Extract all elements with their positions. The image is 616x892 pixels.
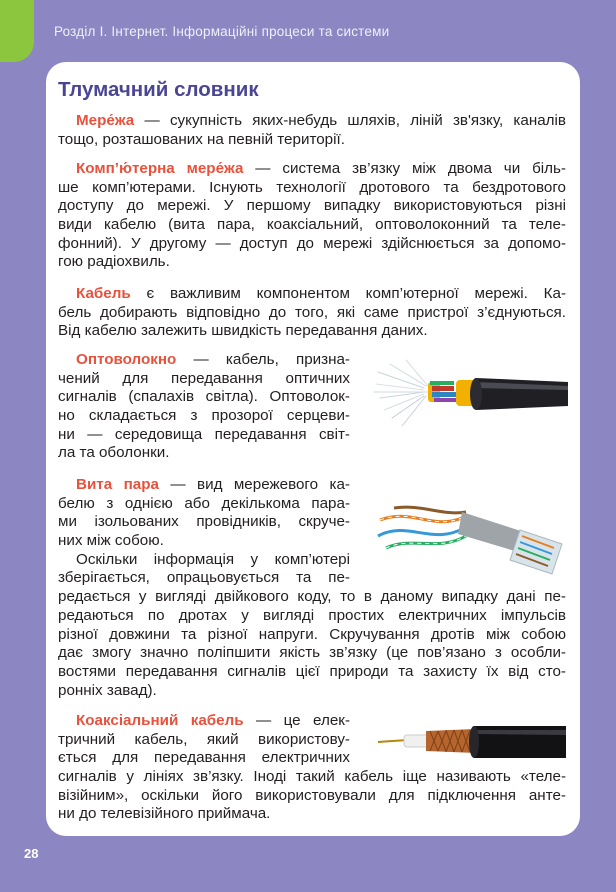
fiber-optic-cable-image [372, 352, 572, 440]
term-cable: Кабель [76, 285, 131, 302]
term-coaxial: Коаксіальний кабель [76, 712, 244, 729]
term-network: Мере́жа [76, 112, 135, 129]
entry-network: Мере́жа — сукупність яких-небудь шляхів, ліній зв'язку, каналів тощо, розташованих на певній території. [58, 112, 566, 148]
entry-cable: Кабель є важливим компонентом комп’ютерної мережі. Ка- бель добирають відповідно до того, які саме пристрої з’єднуються. Від кабелю залежить швидкість передавання даних. [58, 285, 566, 340]
entry-fiber: Оптоволокно — кабель, призна- чений для передавання оптичних сигналів (спалахів світла). Оптоволок- но складається з прозорої серцеви- ни — середовища передавання світ- ла та оболонки. [58, 351, 350, 462]
term-computer-network: Комп’ю́терна мере́жа [76, 160, 244, 177]
term-twisted-pair: Вита пара [76, 476, 159, 493]
chapter-header: Розділ І. Інтернет. Інформаційні процеси та системи [54, 24, 390, 39]
page-number: 28 [24, 846, 39, 861]
coaxial-cable-image [378, 720, 566, 764]
term-fiber: Оптоволокно [76, 351, 177, 368]
entry-twisted-pair: Вита пара — вид мережевого ка- белю з однією або декількома пара- ми ізольованих провідників, скруче- них між собою. Оскільки інформація у комп’ютері зберігається, опрацьовується та пе- редається у вигляді двійкового коду, то в даному випадку дані пе- редаються по дротах у вигляді простих електричних імпульсів різної довжини та різної напруги. Скручування дротів між собою дає змогу значно поліпшити якість зв’язку (це пов’язано з особли- востями передавання сигналів цієї природи та захисту їх від сто- ронніх завад). [58, 476, 566, 699]
twisted-pair-cable-image [372, 490, 572, 578]
entry-computer-network: Комп’ю́терна мере́жа — система зв’язку між двома чи біль- ше комп’ютерами. Існують технології дротового та бездротового доступу до мережі. У першому випадку використовуються різні види кабелю (вита пара, коаксіальний, оптоволоконний та теле- фонний). У другому — доступ до мережі здійснюється за допомо- гою радіохвиль. [58, 160, 566, 271]
glossary-title: Тлумачний словник [58, 78, 259, 101]
chapter-corner-tab [0, 0, 34, 62]
entry-coaxial: Коаксіальний кабель — це елек- тричний кабель, який використову- ється для передавання електричних сигналів у лініях зв’язку. Іноді такий кабель іще називають «теле- візійним», оскільки його використовували для підключення анте- ни до телевізійного приймача. [58, 712, 566, 823]
